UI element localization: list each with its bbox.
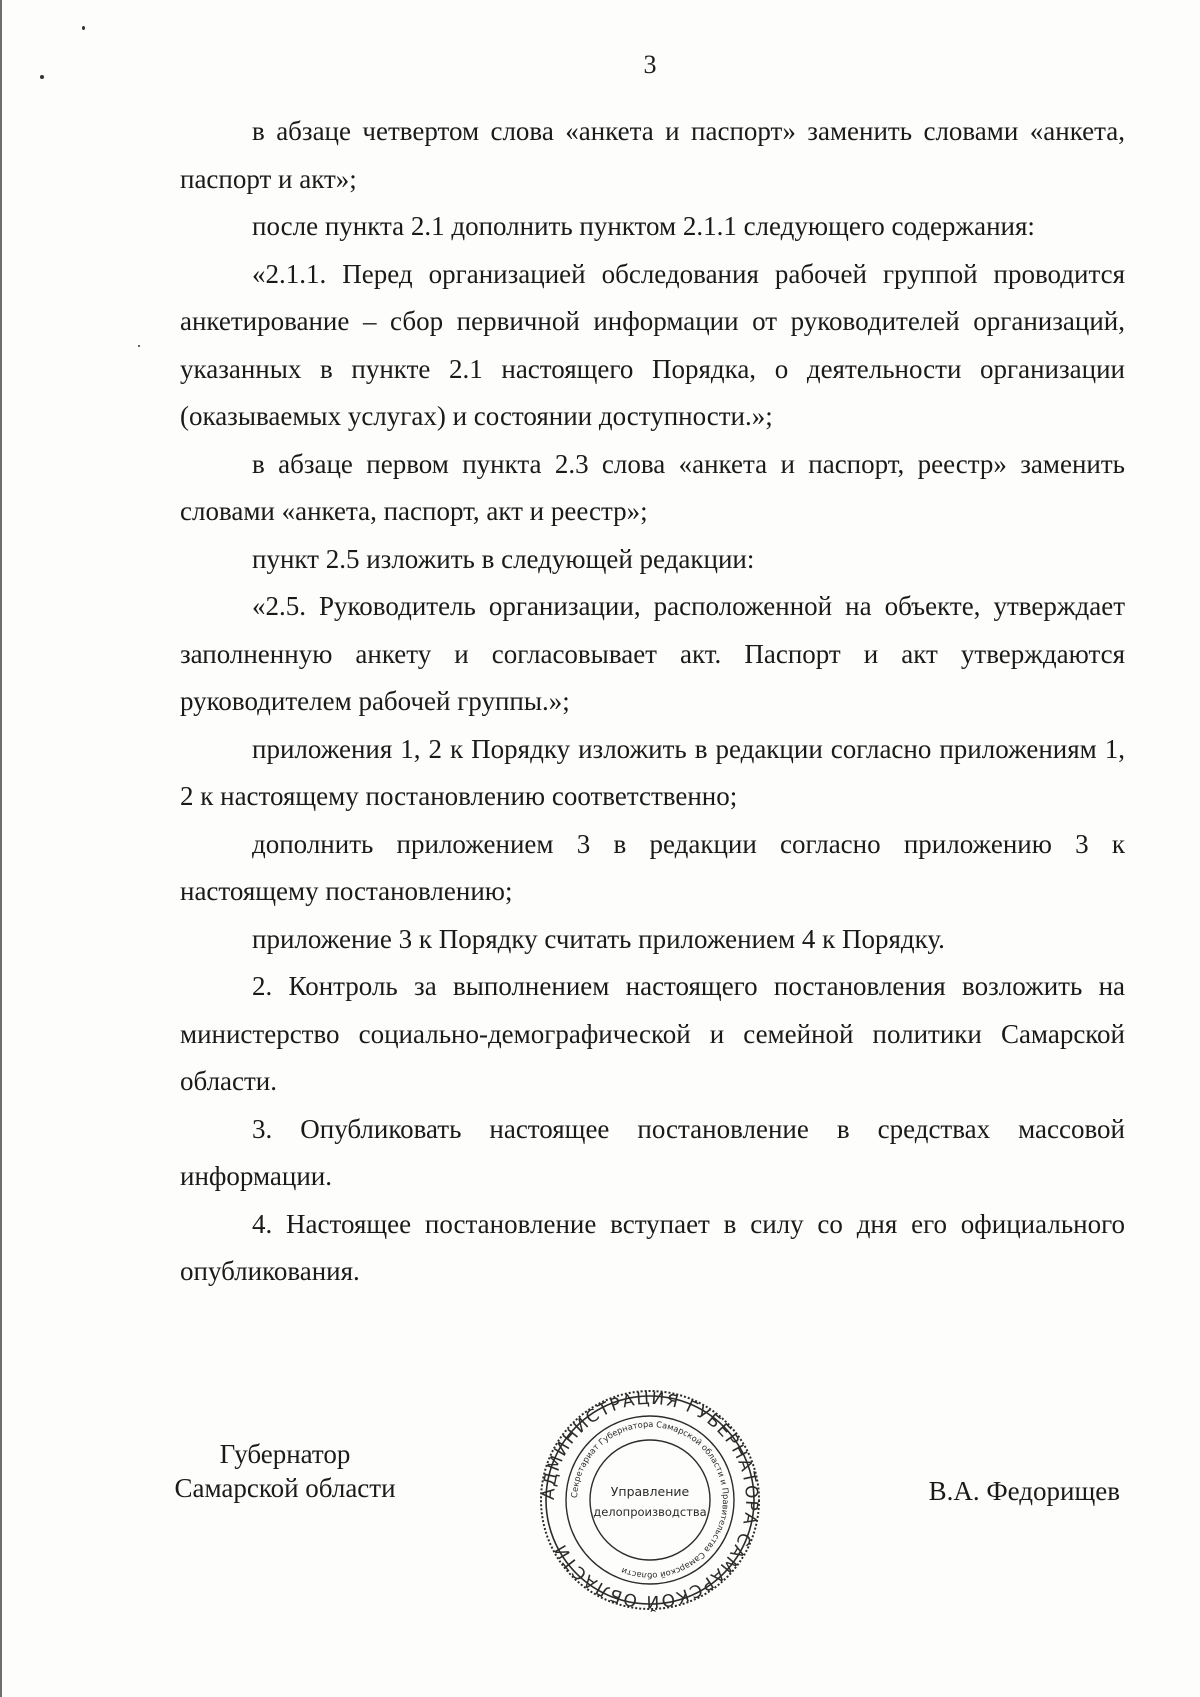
- stamp-outer-text: АДМИНИСТРАЦИЯ ГУБЕРНАТОРА САМАРСКОЙ ОБЛАСТИ: [538, 1388, 762, 1612]
- paragraph: пункт 2.5 изложить в следующей редакции:: [252, 543, 755, 574]
- paragraph: «2.5. Руководитель организации, расположенной на объекте, утверждает заполненную анкету и согласовывает акт. Паспорт и акт утверждаются руководителем рабочей группы.»;: [180, 591, 1125, 716]
- scan-speck: [138, 345, 140, 347]
- signatory-title-line: Самарской области: [174, 1473, 396, 1503]
- paragraph: дополнить приложением 3 в редакции согласно приложению 3 к настоящему постановлению;: [180, 828, 1125, 906]
- paragraph: приложение 3 к Порядку считать приложением 4 к Порядку.: [252, 923, 945, 954]
- scan-left-edge: [0, 0, 2, 1697]
- paragraph: «2.1.1. Перед организацией обследования рабочей группой проводится анкетирование – сбор первичной информации от руководителей организаций, указанных в пункте 2.1 настоящего Порядка, о деятельности организации (оказываемых услугах) и состоянии доступности.»;: [180, 258, 1125, 431]
- paragraph: 2. Контроль за выполнением настоящего постановления возложить на министерство социально-демографической и семейной политики Самарской области.: [180, 971, 1125, 1096]
- body-text: [180, 108, 1125, 1296]
- scan-speck: [82, 26, 85, 30]
- signatory-name: В.А. Федорищев: [928, 1476, 1120, 1506]
- paragraph: 4. Настоящее постановление вступает в силу со дня его официального опубликования.: [180, 1208, 1125, 1286]
- stamp-inner-ring-text: Секретариат Губернатора Самарской области и Правительства Самарской области: [568, 1418, 732, 1582]
- svg-text:Секретариат Губернатора Самарс: [569, 1419, 731, 1581]
- stamp-center-line: Управление: [610, 1484, 690, 1499]
- paragraph: после пункта 2.1 дополнить пунктом 2.1.1 следующего содержания:: [252, 211, 1035, 241]
- stamp-center-line: делопроизводства: [593, 1505, 707, 1519]
- official-stamp: [537, 1387, 763, 1613]
- paragraph: 3. Опубликовать настоящее постановление в средствах массовой информации.: [180, 1113, 1125, 1191]
- signatory-title: [140, 1437, 430, 1505]
- paragraph: в абзаце четвертом слова «анкета и паспорт» заменить словами «анкета, паспорт и акт»;: [180, 116, 1125, 194]
- paragraph: в абзаце первом пункта 2.3 слова «анкета и паспорт, реестр» заменить словами «анкета, паспорт, акт и реестр»;: [180, 448, 1125, 526]
- page-number: 3: [643, 50, 657, 79]
- signatory-title-line: Губернатор: [219, 1439, 351, 1469]
- paragraph: приложения 1, 2 к Порядку изложить в редакции согласно приложениям 1, 2 к настоящему постановлению соответственно;: [180, 733, 1125, 811]
